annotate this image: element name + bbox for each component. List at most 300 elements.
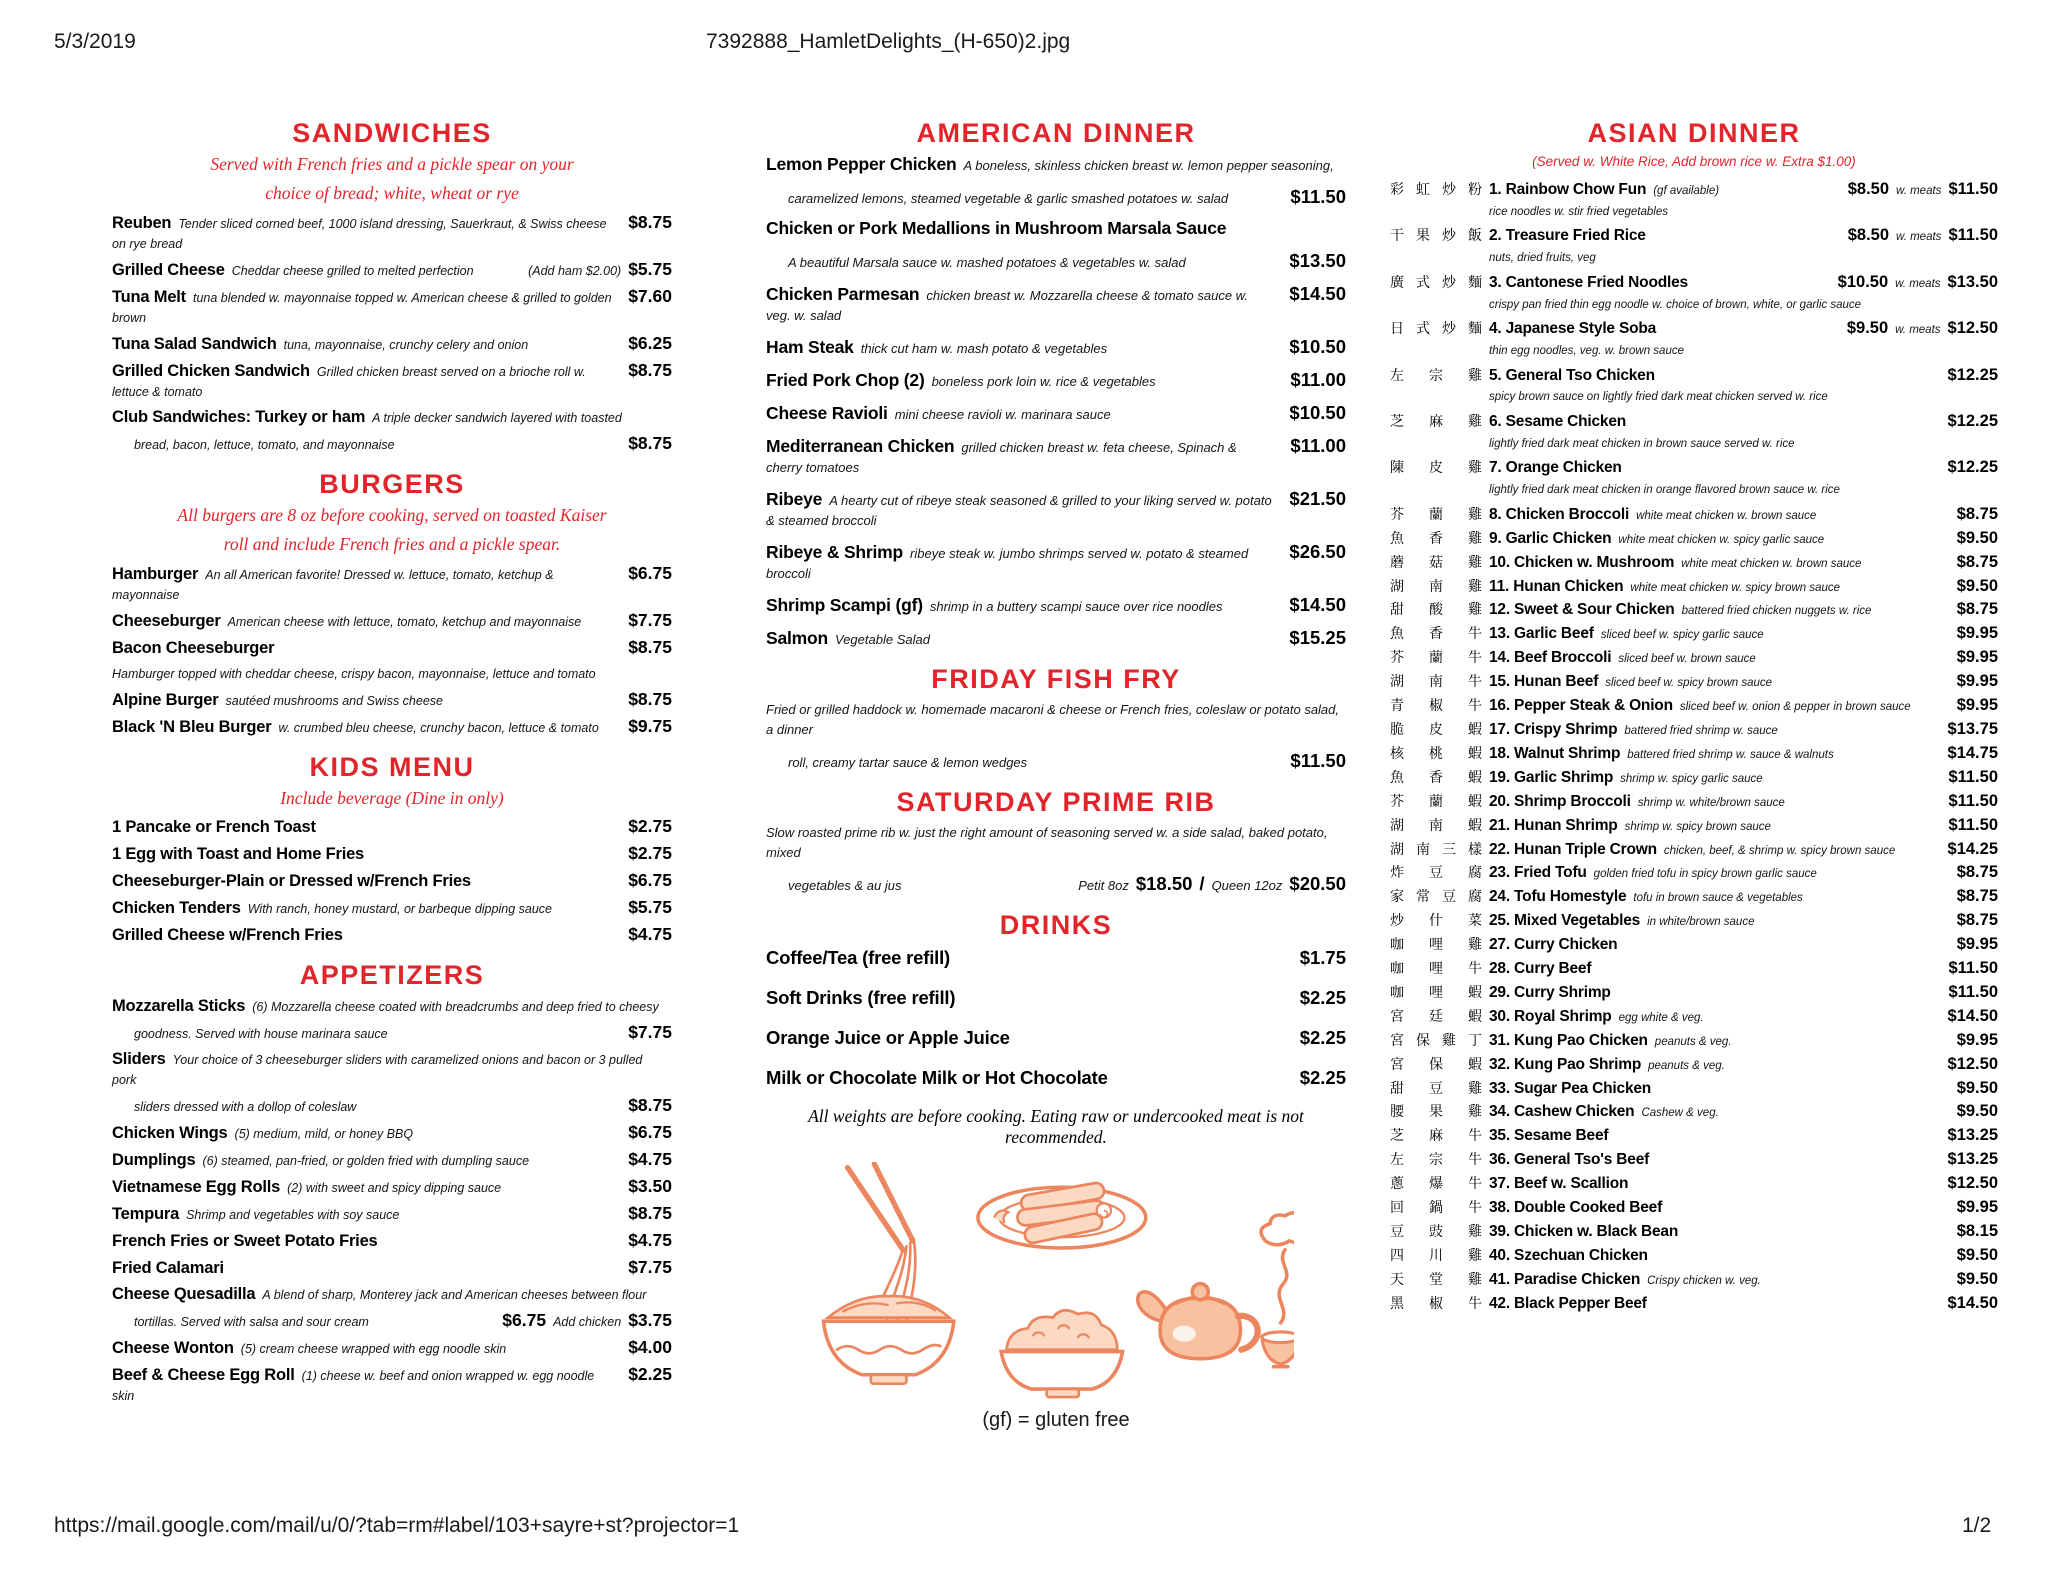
- menu-item-left: [1390, 624, 1942, 644]
- menu-item-row: [766, 1066, 1346, 1090]
- menu-item-row: [766, 335, 1346, 359]
- menu-item-row: [766, 487, 1346, 531]
- menu-item-row: [1390, 862, 1998, 883]
- item-name: Hamburger: [112, 564, 199, 583]
- item-desc: Hamburger topped with cheddar cheese, crispy bacon, mayonnaise, lettuce and tomato: [112, 666, 596, 681]
- noodle-bowl-icon: [823, 1164, 953, 1384]
- teacup-icon: [1262, 1332, 1294, 1367]
- menu-item-right: [613, 1364, 672, 1386]
- item-desc: mini cheese ravioli w. marinara sauce: [894, 407, 1111, 422]
- item-price: $4.75: [628, 1230, 672, 1251]
- item-desc: ribeye steak w. jumbo shrimps served w. potato & steamed broccoli: [766, 546, 1249, 581]
- menu-item-left: [1390, 720, 1933, 740]
- item-name: Shrimp Scampi (gf): [766, 595, 923, 615]
- item-price: $8.75: [628, 359, 672, 380]
- item-name: Vietnamese Egg Rolls: [112, 1178, 281, 1197]
- menu-item-right: [1942, 886, 1998, 907]
- menu-item-right: [1274, 487, 1346, 511]
- menu-item-right: [1933, 791, 1998, 812]
- item-price: $5.75: [628, 897, 672, 918]
- menu-item-left: [1390, 529, 1942, 549]
- item-chinese-name: 彩虹炒粉: [1390, 180, 1482, 197]
- teapot-icon: [1138, 1284, 1258, 1359]
- item-price: $12.25: [1947, 411, 1998, 430]
- menu-item-row: [1390, 1149, 1998, 1170]
- menu-item-right: [613, 1337, 672, 1359]
- menu-item-row: [1390, 743, 1998, 764]
- menu-item-left: [766, 218, 1346, 240]
- item-desc: nuts, dried fruits, veg: [1489, 252, 1596, 265]
- item-chinese-name: 甜豆雞: [1390, 1079, 1482, 1096]
- item-desc: tortillas. Served with salsa and sour cream: [134, 1315, 369, 1330]
- menu-item-left: [1390, 983, 1933, 1003]
- item-chinese-name: 左宗雞: [1390, 366, 1482, 383]
- menu-item-right: [1285, 1066, 1346, 1090]
- item-chinese-name: 脆皮蝦: [1390, 720, 1482, 737]
- menu-section-kids-menu: [112, 752, 672, 947]
- menu-item-left: [112, 1204, 613, 1225]
- menu-section-burgers: [112, 469, 672, 738]
- item-name: 18. Walnut Shrimp: [1489, 744, 1621, 762]
- menu-item-row: [1390, 934, 1998, 955]
- menu-item-left: [134, 1097, 613, 1117]
- item-chinese-name: 芥蘭雞: [1390, 505, 1482, 522]
- item-price: $11.50: [1290, 186, 1346, 207]
- menu-item-left: [1390, 1126, 1933, 1146]
- item-price: $8.50: [1847, 179, 1890, 198]
- item-name: Cheeseburger-Plain or Dressed w/French Fries: [112, 872, 471, 891]
- menu-item-row: [112, 1203, 672, 1225]
- item-desc: Vegetable Salad: [835, 632, 930, 647]
- item-desc: grilled chicken breast w. feta cheese, Spinach & cherry tomatoes: [766, 440, 1237, 475]
- section-title-kids-menu: KIDS MENU: [309, 751, 475, 782]
- menu-item-row: [1390, 1006, 1998, 1027]
- menu-item-left: [1390, 648, 1942, 668]
- menu-item-right: [513, 259, 672, 281]
- menu-item-row: [1390, 982, 1998, 1003]
- menu-item-right: [1274, 626, 1346, 650]
- menu-item-right: [1942, 576, 1998, 597]
- item-desc: crispy pan fried thin egg noodle w. choice of brown, white, or garlic sauce: [1489, 298, 1862, 311]
- menu-item-left: [766, 403, 1274, 425]
- item-name: Orange Juice or Apple Juice: [766, 1027, 1010, 1048]
- item-price: $21.50: [1289, 488, 1346, 509]
- section-title-burgers: BURGERS: [319, 468, 465, 499]
- menu-item-row: [766, 249, 1346, 273]
- item-desc: battered fried shrimp w. sauce: [1624, 724, 1778, 737]
- menu-item-row: [1390, 504, 1998, 525]
- menu-item-left: [1390, 768, 1933, 788]
- item-price: $9.95: [1956, 696, 1998, 715]
- item-desc: roll, creamy tartar sauce & lemon wedges: [788, 755, 1028, 770]
- menu-item-row: [112, 259, 672, 281]
- item-name: 33. Sugar Pea Chicken: [1489, 1079, 1652, 1097]
- item-name: 40. Szechuan Chicken: [1489, 1246, 1648, 1264]
- menu-item-left: [1390, 1198, 1942, 1218]
- item-price: $9.50: [1956, 576, 1998, 595]
- menu-item-left: [112, 611, 613, 632]
- menu-item-left: [112, 1365, 613, 1406]
- menu-item-left: [1390, 577, 1942, 597]
- menu-item-left: [1390, 226, 1833, 246]
- menu-item-row: [1390, 457, 1998, 478]
- item-price: $8.75: [628, 636, 672, 657]
- menu-item-row: [766, 872, 1346, 896]
- item-name: 32. Kung Pao Shrimp: [1489, 1055, 1642, 1073]
- item-name: Chicken Tenders: [112, 899, 241, 918]
- menu-item-left: [766, 986, 1285, 1010]
- menu-item-right: [1942, 1030, 1998, 1051]
- menu-item-row: [1390, 958, 1998, 979]
- section-title-drinks: DRINKS: [999, 910, 1113, 940]
- item-price: $14.50: [1289, 283, 1346, 304]
- item-desc: shrimp in a buttery scampi sauce over rice noodles: [929, 599, 1223, 614]
- menu-item-right: [613, 1230, 672, 1252]
- item-desc: chicken breast w. Mozzarella cheese & tomato sauce w. veg. w. salad: [766, 288, 1248, 323]
- item-name: 1 Egg with Toast and Home Fries: [112, 845, 365, 864]
- item-chinese-name: 核桃蝦: [1390, 744, 1482, 761]
- item-name: 25. Mixed Vegetables: [1489, 912, 1641, 930]
- menu-item-right: [1933, 719, 1998, 740]
- menu-item-right: [613, 870, 672, 892]
- item-desc: sliced beef w. spicy garlic sauce: [1600, 629, 1764, 642]
- item-price: $11.50: [1948, 791, 1998, 810]
- menu-item-row: [112, 843, 672, 865]
- item-chinese-name: 豆豉雞: [1390, 1223, 1482, 1240]
- center-sections: [766, 118, 1346, 1148]
- item-name: 11. Hunan Chicken: [1489, 577, 1624, 595]
- menu-item-row: [1390, 411, 1998, 432]
- menu-item-left: [1390, 319, 1832, 339]
- item-desc: shrimp w. white/brown sauce: [1637, 796, 1785, 809]
- menu-item-left: [766, 595, 1274, 617]
- item-desc: (6) Mozzarella cheese coated with breadcrumbs and deep fried to cheesy: [252, 1000, 659, 1015]
- item-price: $13.25: [1947, 1150, 1998, 1169]
- menu-item-row: [112, 637, 672, 659]
- item-desc: battered fried shrimp w. sauce & walnuts: [1627, 748, 1834, 761]
- item-name: Milk or Chocolate Milk or Hot Chocolate: [766, 1067, 1108, 1088]
- item-name: 22. Hunan Triple Crown: [1489, 840, 1657, 858]
- item-name: 8. Chicken Broccoli: [1489, 505, 1630, 523]
- item-name: 1 Pancake or French Toast: [112, 818, 316, 837]
- menu-item-row: [766, 1026, 1346, 1050]
- menu-item-row: [112, 563, 672, 605]
- item-price: $13.50: [1289, 250, 1346, 271]
- menu-item-left: [766, 946, 1285, 970]
- item-desc: Slow roasted prime rib w. just the right amount of seasoning served w. a side salad, baked potato, mixed: [766, 825, 1328, 860]
- item-price: $14.25: [1947, 839, 1998, 858]
- item-chinese-name: 湖南牛: [1390, 673, 1482, 690]
- item-price: $12.50: [1947, 319, 1998, 338]
- menu-item-right: [613, 689, 672, 711]
- menu-item-right: [1933, 1173, 1998, 1194]
- item-price: $13.50: [1947, 272, 1998, 291]
- menu-item-left: [112, 638, 613, 659]
- item-desc: in white/brown sauce: [1647, 916, 1755, 929]
- menu-item-right: [613, 1176, 672, 1198]
- item-desc: (2) with sweet and spicy dipping sauce: [287, 1181, 502, 1196]
- item-desc: goodness. Served with house marinara sauce: [134, 1027, 388, 1042]
- menu-item-left: [112, 664, 672, 684]
- menu-item-row: [766, 946, 1346, 970]
- menu-item-row: [766, 700, 1346, 740]
- item-chinese-name: 青椒牛: [1390, 697, 1482, 714]
- item-chinese-name: 甜酸雞: [1390, 601, 1482, 618]
- menu-item-right: [1275, 368, 1346, 392]
- item-price: $12.50: [1947, 1174, 1998, 1193]
- item-desc: thick cut ham w. mash potato & vegetables: [860, 341, 1108, 356]
- item-price: $8.75: [1956, 552, 1998, 571]
- section-subtitle: All burgers are 8 oz before cooking, served on toasted Kaiser: [177, 504, 607, 525]
- menu-item-right: [1832, 318, 1998, 339]
- menu-item-row: [112, 870, 672, 892]
- item-price: $7.75: [628, 1257, 672, 1278]
- item-desc: sliced beef w. onion & pepper in brown sauce: [1679, 701, 1911, 714]
- section-title-american-dinner: AMERICAN DINNER: [916, 118, 1196, 148]
- menu-item-left: [788, 189, 1275, 209]
- item-desc: vegetables & au jus: [788, 878, 902, 893]
- item-price: $9.95: [1956, 672, 1998, 691]
- item-price: $5.75: [628, 258, 672, 279]
- menu-item-row: [1390, 479, 1998, 499]
- menu-item-right: [613, 1203, 672, 1225]
- menu-column-left: [112, 118, 672, 1411]
- item-name: Lemon Pepper Chicken: [766, 154, 957, 174]
- item-desc: peanuts & veg.: [1648, 1059, 1725, 1072]
- steam-icon: [1261, 1213, 1294, 1323]
- item-desc: Cashew & veg.: [1641, 1107, 1719, 1120]
- item-name: French Fries or Sweet Potato Fries: [112, 1232, 378, 1251]
- menu-item-left: [1390, 294, 1998, 314]
- menu-item-row: [1390, 1078, 1998, 1099]
- menu-item-right: [1063, 872, 1346, 896]
- item-desc: Fried or grilled haddock w. homemade macaroni & cheese or French fries, coleslaw or potato salad, a dinner: [766, 702, 1340, 737]
- page-number: 1/2: [1962, 1514, 1992, 1537]
- menu-item-row: [1390, 1221, 1998, 1242]
- item-price: $6.75: [628, 1122, 672, 1143]
- item-chinese-name: 宮保雞丁: [1390, 1031, 1482, 1048]
- item-price: $9.50: [1846, 319, 1889, 338]
- item-name: 35. Sesame Beef: [1489, 1127, 1609, 1145]
- item-desc: (gf available): [1653, 184, 1720, 197]
- item-name: Fried Calamari: [112, 1259, 224, 1278]
- item-price: $7.75: [628, 1022, 672, 1043]
- menu-item-left: [766, 628, 1274, 650]
- menu-item-right: [1274, 401, 1346, 425]
- menu-item-row: [112, 1337, 672, 1359]
- menu-item-row: [766, 401, 1346, 425]
- menu-item-left: [766, 1066, 1285, 1090]
- item-chinese-name: 宮廷蝦: [1390, 1007, 1482, 1024]
- menu-item-row: [112, 1284, 672, 1305]
- item-price: $11.50: [1948, 982, 1998, 1001]
- menu-column-right: [1390, 118, 1998, 1317]
- menu-item-right: [1274, 282, 1346, 306]
- item-price: $9.50: [1956, 528, 1998, 547]
- item-price: $6.75: [628, 562, 672, 583]
- menu-item-row: [112, 924, 672, 946]
- menu-item-right: [1942, 1245, 1998, 1266]
- item-desc: white meat chicken w. spicy brown sauce: [1630, 581, 1841, 594]
- section-subtitle: Include beverage (Dine in only): [280, 787, 504, 808]
- item-chinese-name: 炒什菜: [1390, 912, 1482, 929]
- item-name: Dumplings: [112, 1151, 196, 1170]
- menu-item-left: [1390, 863, 1942, 883]
- menu-item-right: [613, 1095, 672, 1117]
- item-name: 28. Curry Beef: [1489, 960, 1592, 978]
- item-name: 42. Black Pepper Beef: [1489, 1294, 1647, 1312]
- item-chinese-name: 腰果雞: [1390, 1103, 1482, 1120]
- item-price: $4.75: [628, 924, 672, 945]
- item-name: Grilled Cheese w/French Fries: [112, 926, 343, 945]
- menu-section-sandwiches: [112, 118, 672, 455]
- menu-item-row: [112, 1049, 672, 1090]
- item-name: Coffee/Tea (free refill): [766, 947, 951, 968]
- item-desc: thin egg noodles, veg. w. brown sauce: [1489, 345, 1684, 358]
- menu-item-row: [112, 689, 672, 711]
- menu-item-right: [1942, 1078, 1998, 1099]
- menu-item-row: [1390, 1101, 1998, 1122]
- item-name: 34. Cashew Chicken: [1489, 1103, 1635, 1121]
- menu-item-row: [112, 897, 672, 919]
- item-desc: egg white & veg.: [1618, 1011, 1704, 1024]
- menu-item-right: [1942, 647, 1998, 668]
- item-name: Soft Drinks (free refill): [766, 987, 956, 1008]
- item-name: Salmon: [766, 628, 829, 648]
- item-name: 7. Orange Chicken: [1489, 459, 1622, 477]
- item-name: 31. Kung Pao Chicken: [1489, 1031, 1648, 1049]
- menu-item-right: [1933, 982, 1998, 1003]
- menu-item-left: [112, 1231, 613, 1252]
- item-price: $6.75: [502, 1310, 547, 1331]
- menu-item-row: [1390, 671, 1998, 692]
- item-desc: golden fried tofu in spicy brown garlic sauce: [1593, 868, 1817, 881]
- item-chinese-name: 炸豆腐: [1390, 864, 1482, 881]
- item-chinese-name: 天堂雞: [1390, 1270, 1482, 1287]
- menu-item-right: [613, 1122, 672, 1144]
- item-price: $11.50: [1948, 179, 1998, 198]
- item-name: Chicken or Pork Medallions in Mushroom Marsala Sauce: [766, 218, 1227, 238]
- item-price: $12.25: [1947, 365, 1998, 384]
- menu-item-left: [1390, 1222, 1942, 1242]
- item-desc: battered fried chicken nuggets w. rice: [1681, 605, 1872, 618]
- item-name: Club Sandwiches: Turkey or ham: [112, 407, 366, 426]
- menu-item-row: [1390, 225, 1998, 246]
- spring-rolls-plate-icon: [978, 1182, 1146, 1248]
- menu-item-right: [487, 1310, 672, 1332]
- item-price: $13.75: [1947, 719, 1998, 738]
- item-desc: bread, bacon, lettuce, tomato, and mayonnaise: [134, 437, 395, 452]
- menu-item-row: [112, 1122, 672, 1144]
- menu-item-left: [1390, 340, 1998, 360]
- menu-item-left: [112, 1049, 672, 1090]
- item-desc: w. meats: [1895, 277, 1941, 290]
- menu-item-row: [1390, 1173, 1998, 1194]
- menu-item-right: [1933, 767, 1998, 788]
- menu-section-saturday-prime-rib: [766, 787, 1346, 896]
- item-chinese-name: 芥蘭牛: [1390, 649, 1482, 666]
- menu-item-left: [1390, 911, 1942, 931]
- item-price: $9.50: [1956, 1245, 1998, 1264]
- item-name: 14. Beef Broccoli: [1489, 649, 1612, 667]
- item-desc: lightly fried dark meat chicken in orange flavored brown sauce w. rice: [1489, 484, 1840, 497]
- menu-item-row: [766, 540, 1346, 584]
- item-name: Grilled Chicken Sandwich: [112, 361, 310, 380]
- menu-item-right: [613, 360, 672, 382]
- item-price: $14.50: [1289, 594, 1346, 615]
- item-name: Ribeye & Shrimp: [766, 542, 904, 562]
- item-desc: (1) cheese w. beef and onion wrapped w. egg noodle skin: [112, 1369, 595, 1404]
- item-chinese-name: 日式炒麵: [1390, 320, 1482, 337]
- item-name: Chicken Parmesan: [766, 284, 920, 304]
- menu-item-row: [112, 664, 672, 684]
- menu-item-right: [1933, 1125, 1998, 1146]
- menu-item-row: [1390, 1054, 1998, 1075]
- menu-item-row: [112, 1364, 672, 1406]
- item-desc: sliced beef w. brown sauce: [1618, 653, 1756, 666]
- item-name: 2. Treasure Fried Rice: [1489, 227, 1646, 245]
- item-desc: white meat chicken w. brown sauce: [1681, 557, 1862, 570]
- menu-item-left: [134, 1312, 487, 1332]
- menu-item-left: [766, 337, 1274, 359]
- item-desc: w. meats: [1896, 184, 1942, 197]
- item-price: $11.50: [1948, 767, 1998, 786]
- menu-item-row: [766, 218, 1346, 240]
- item-desc: Cheddar cheese grilled to melted perfection: [231, 263, 474, 278]
- item-desc: sautéed mushrooms and Swiss cheese: [225, 693, 443, 708]
- item-price: $9.95: [1956, 624, 1998, 643]
- item-desc: Tender sliced corned beef, 1000 island dressing, Sauerkraut, & Swiss cheese on rye bread: [112, 216, 607, 251]
- item-price: $8.75: [1956, 911, 1998, 930]
- item-chinese-name: 陳皮雞: [1390, 459, 1482, 476]
- menu-item-left: [1390, 600, 1942, 620]
- menu-item-right: [1274, 249, 1346, 273]
- item-desc: white meat chicken w. spicy garlic sauce: [1618, 533, 1825, 546]
- menu-item-left: [112, 871, 613, 892]
- item-chinese-name: 魚香蝦: [1390, 768, 1482, 785]
- item-price: $18.50: [1135, 873, 1193, 894]
- item-price: $8.75: [628, 211, 672, 232]
- menu-item-right: [613, 433, 672, 455]
- menu-item-left: [766, 489, 1274, 531]
- menu-item-left: [1390, 1294, 1933, 1314]
- item-desc: A blend of sharp, Monterey jack and American cheeses between flour: [262, 1288, 647, 1303]
- menu-item-right: [1942, 1197, 1998, 1218]
- item-name: 1. Rainbow Chow Fun: [1489, 180, 1647, 198]
- item-name: 9. Garlic Chicken: [1489, 529, 1612, 547]
- item-desc: Grilled chicken breast served on a brioche roll w. lettuce & tomato: [112, 364, 586, 399]
- menu-item-left: [112, 1284, 672, 1305]
- item-desc: w. crumbed bleu cheese, crunchy bacon, lettuce & tomato: [278, 720, 599, 735]
- menu-item-row: [1390, 386, 1998, 406]
- item-name: 13. Garlic Beef: [1489, 625, 1594, 643]
- item-name: Tuna Salad Sandwich: [112, 334, 277, 353]
- menu-item-left: [112, 213, 613, 254]
- item-chinese-name: 蘑菇雞: [1390, 553, 1482, 570]
- menu-section-appetizers: [112, 960, 672, 1406]
- item-name: 37. Beef w. Scallion: [1489, 1175, 1629, 1193]
- item-price: $11.50: [1948, 815, 1998, 834]
- item-price: $8.50: [1847, 226, 1890, 245]
- menu-item-row: [1390, 179, 1998, 200]
- menu-item-row: [112, 716, 672, 738]
- item-desc: A triple decker sandwich layered with toasted: [372, 410, 622, 425]
- menu-item-row: [1390, 1125, 1998, 1146]
- item-desc: A hearty cut of ribeye steak seasoned & grilled to your liking served w. potato & steamed broccoli: [766, 493, 1272, 528]
- item-price: $3.50: [628, 1176, 672, 1197]
- menu-item-row: [1390, 552, 1998, 573]
- menu-item-left: [1390, 1079, 1942, 1099]
